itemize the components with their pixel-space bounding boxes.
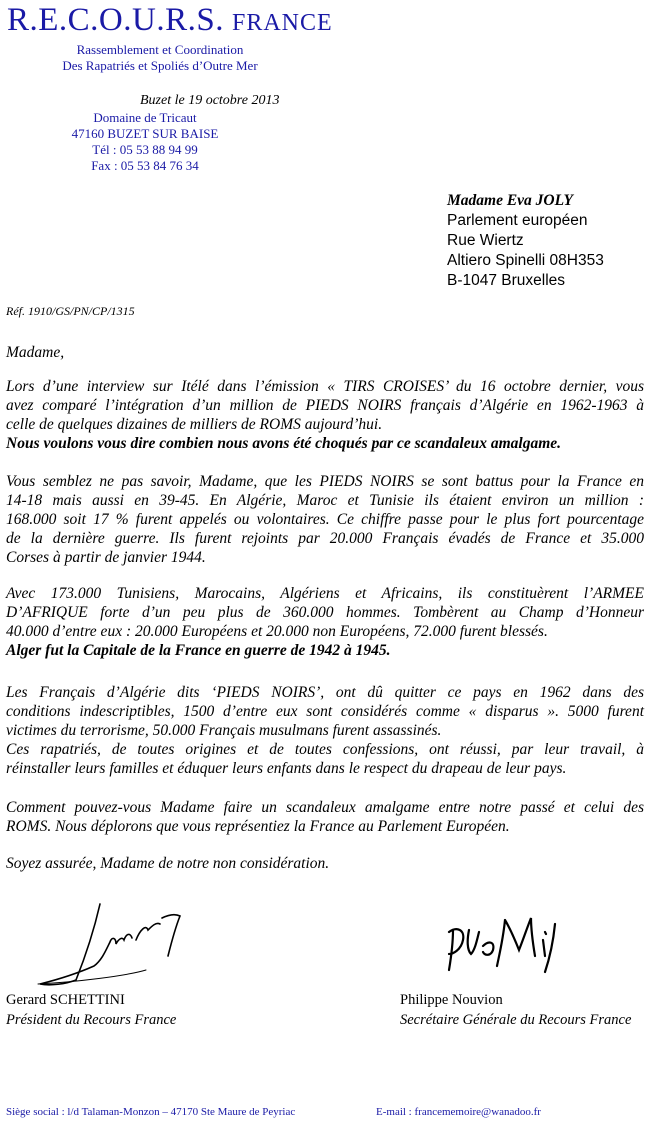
org-name: R.E.C.O.U.R.S.: [7, 2, 224, 38]
paragraph-line: de la dernière guerre. Ils furent rejoints par 20.000 Français évadés de France et 35.000: [6, 530, 644, 547]
org-country: FRANCE: [231, 10, 333, 36]
paragraph-line: avez comparé l’intégration d’un million de PIEDS NOIRS français d’Algérie en 1962-1963 à: [6, 397, 644, 414]
sender-address: [0, 110, 290, 174]
paragraph-line: Avec 173.000 Tunisiens, Marocains, Algériens et Africains, ils constituèrent l’ARMEE: [6, 585, 644, 602]
paragraph-line: Comment pouvez-vous Madame faire un scandaleux amalgame entre notre passé et celui des: [6, 799, 644, 816]
sender-fax: Fax : 05 53 84 76 34: [91, 158, 199, 173]
paragraph-1-emphasis: Nous voulons vous dire combien nous avons été choqués par ce scandaleux amalgame.: [6, 435, 562, 452]
paragraph-line: 14-18 mais aussi en 39-45. En Algérie, Maroc et Tunisie ils étaient environ un million :: [6, 492, 644, 509]
paragraph-line: celle de quelques dizaines de milliers de ROMS aujourd’hui.: [6, 416, 383, 433]
paragraph-line: Ces rapatriés, de toutes origines et de toutes confessions, ont réussi, par leur travail, à: [6, 741, 644, 758]
signature-2-image: [445, 910, 585, 980]
paragraph-line: Les Français d’Algérie dits ‘PIEDS NOIRS’, ont dû quitter ce pays en 1962 dans des: [6, 684, 644, 701]
paragraph-3: [6, 584, 644, 660]
recipient-name: Madame Eva JOLY: [447, 192, 573, 209]
paragraph-5: [6, 798, 644, 836]
paragraph-2: [6, 472, 644, 567]
signatory-1-name: Gerard SCHETTINI: [6, 992, 125, 1008]
org-subtitle-1: Rassemblement et Coordination: [76, 42, 244, 57]
paragraph-line: D’AFRIQUE forte d’un peu plus de 360.000 hommes. Tombèrent au Champ d’Honneur: [6, 604, 644, 621]
signatory-1-title: Président du Recours France: [6, 1012, 177, 1028]
reference: Réf. 1910/GS/PN/CP/1315: [6, 304, 135, 318]
recipient-line-4: B-1047 Bruxelles: [447, 272, 566, 289]
organization-logo: [7, 2, 333, 39]
salutation: Madame,: [6, 344, 65, 361]
recipient-line-3: Altiero Spinelli 08H353: [447, 252, 604, 269]
recipient-address: [447, 191, 604, 291]
recipient-line-1: Parlement européen: [447, 212, 588, 229]
sender-address-line-2: 47160 BUZET SUR BAISE: [71, 126, 219, 141]
paragraph-line: Vous semblez ne pas savoir, Madame, que les PIEDS NOIRS se sont battus pour la France en: [6, 473, 644, 490]
org-subtitle-2: Des Rapatriés et Spoliés d’Outre Mer: [62, 58, 258, 73]
signature-1-image: [36, 900, 196, 990]
signatory-2: [400, 990, 631, 1030]
signatory-2-title: Secrétaire Générale du Recours France: [400, 1012, 632, 1028]
sender-address-line-1: Domaine de Tricaut: [93, 110, 197, 125]
sender-tel: Tél : 05 53 88 94 99: [92, 142, 198, 157]
recipient-line-2: Rue Wiertz: [447, 232, 524, 249]
paragraph-line: Corses à partir de janvier 1944.: [6, 549, 206, 566]
paragraph-line: 168.000 soit 17 % furent appelés ou volontaires. Ce chiffre passe pour le plus fort pourcentage: [6, 511, 644, 528]
paragraph-1: [6, 377, 644, 453]
place-date: Buzet le 19 octobre 2013: [140, 93, 280, 108]
paragraph-line: victimes du terrorisme, 50.000 Français musulmans furent assassinés.: [6, 722, 442, 739]
paragraph-line: ROMS. Nous déplorons que vous représentiez la France au Parlement Européen.: [6, 818, 510, 835]
footer-email: E-mail : francememoire@wanadoo.fr: [376, 1106, 541, 1118]
paragraph-line: Lors d’une interview sur Itélé dans l’émission « TIRS CROISES’ du 16 octobre dernier, vous: [6, 378, 644, 395]
paragraph-line: conditions indescriptibles, 1500 d’entre eux sont considérés comme « disparus ». 5000 furent: [6, 703, 644, 720]
paragraph-line: réinstaller leurs familles et éduquer leurs enfants dans le respect du drapeau de leur pays.: [6, 760, 567, 777]
paragraph-line: 40.000 d’entre eux : 20.000 Européens et 20.000 non Européens, 72.000 furent blessés.: [6, 623, 548, 640]
paragraph-4: [6, 683, 644, 778]
paragraph-3-emphasis: Alger fut la Capitale de la France en guerre de 1942 à 1945.: [6, 642, 391, 659]
signatory-1: [6, 990, 176, 1030]
closing: Soyez assurée, Madame de notre non considération.: [6, 855, 330, 872]
signatory-2-name: Philippe Nouvion: [400, 992, 503, 1008]
footer-seat: Siège social : l/d Talaman-Monzon – 47170 Ste Maure de Peyriac: [6, 1106, 296, 1118]
